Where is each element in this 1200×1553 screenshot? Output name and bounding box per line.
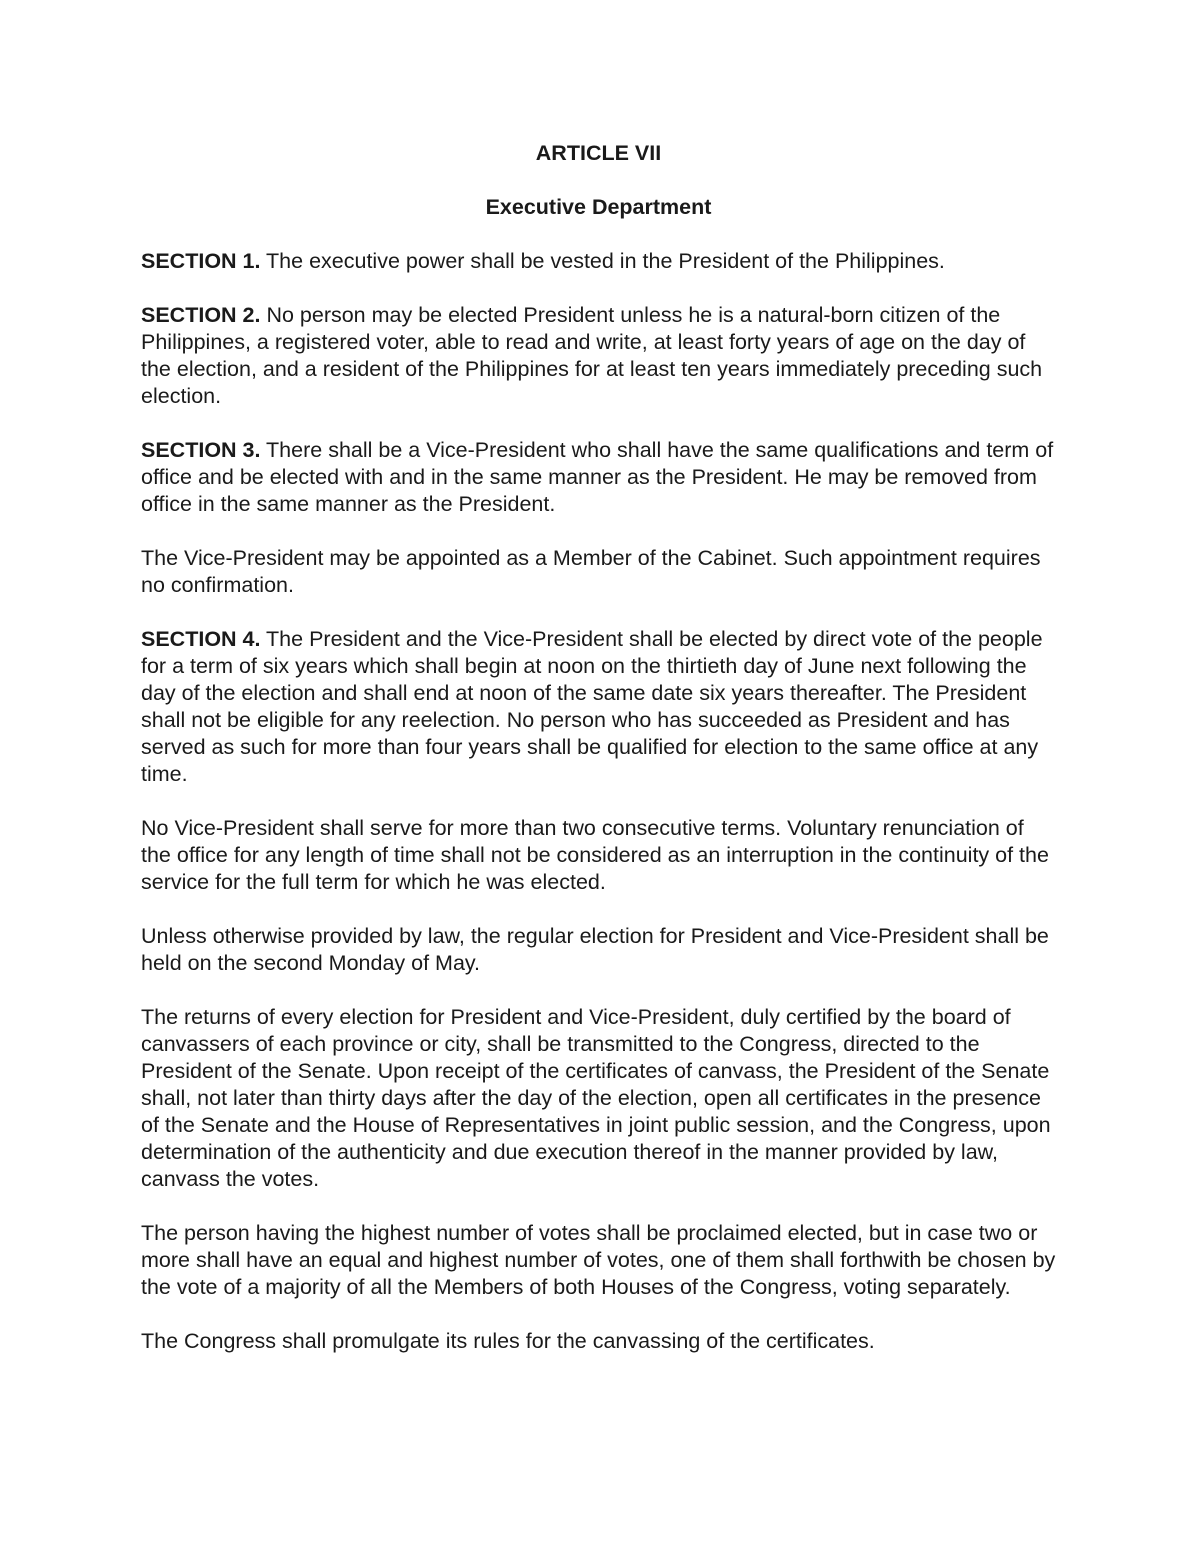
section-4-paragraph-6 — [141, 1328, 1056, 1355]
section-4-paragraph-3 — [141, 923, 1056, 977]
section-label: SECTION 4. — [141, 627, 261, 651]
paragraph-text: No Vice-President shall serve for more than two consecutive terms. Voluntary renunciation of the office for any length of time shall not be considered as an interruption in the continuity of the service for the full term for which he was elected. — [141, 816, 1049, 894]
section-label: SECTION 1. — [141, 249, 261, 273]
section-4-paragraph — [141, 626, 1056, 788]
paragraph-text: The Vice-President may be appointed as a Member of the Cabinet. Such appointment requires no confirmation. — [141, 546, 1041, 597]
section-3-paragraph-2 — [141, 545, 1056, 599]
section-4-paragraph-2 — [141, 815, 1056, 896]
paragraph-text: The returns of every election for President and Vice-President, duly certified by the board of canvassers of each province or city, shall be transmitted to the Congress, directed to the President of the Senate. Upon receipt of the certificates of canvass, the President of the Senate shall, not later than thirty days after the day of the election, open all certificates in the presence of the Senate and the House of Representatives in joint public session, and the Congress, upon determination of the authenticity and due execution thereof in the manner provided by law, canvass the votes. — [141, 1005, 1051, 1191]
paragraph-text: Unless otherwise provided by law, the regular election for President and Vice-President shall be held on the second Monday of May. — [141, 924, 1049, 975]
article-subtitle: Executive Department — [485, 195, 712, 219]
section-4-paragraph-5 — [141, 1220, 1056, 1301]
article-title: ARTICLE VII — [535, 141, 662, 165]
paragraph-text: There shall be a Vice-President who shall have the same qualifications and term of office and be elected with and in the same manner as the President. He may be removed from office in the same manner as the President. — [141, 438, 1054, 516]
paragraph-text: The Congress shall promulgate its rules for the canvassing of the certificates. — [141, 1329, 875, 1353]
section-label: SECTION 2. — [141, 303, 261, 327]
paragraph-text: The person having the highest number of votes shall be proclaimed elected, but in case two or more shall have an equal and highest number of votes, one of them shall forthwith be chosen by the vote of a majority of all the Members of both Houses of the Congress, voting separately. — [141, 1221, 1056, 1299]
section-label: SECTION 3. — [141, 438, 261, 462]
section-4-paragraph-4 — [141, 1004, 1056, 1193]
section-1-paragraph — [141, 248, 1056, 275]
paragraph-text: No person may be elected President unless he is a natural-born citizen of the Philippines, a registered voter, able to read and write, at least forty years of age on the day of the election, and a resident of the Philippines for at least ten years immediately preceding such election. — [141, 303, 1043, 408]
document-body — [141, 140, 1056, 1382]
section-3-paragraph — [141, 437, 1056, 518]
paragraph-text: The executive power shall be vested in the President of the Philippines. — [260, 249, 945, 273]
section-2-paragraph — [141, 302, 1056, 410]
paragraph-text: The President and the Vice-President shall be elected by direct vote of the people for a term of six years which shall begin at noon on the thirtieth day of June next following the day of the election and shall end at noon of the same date six years thereafter. The President shall not be eligible for any reelection. No person who has succeeded as President and has served as such for more than four years shall be qualified for election to the same office at any time. — [141, 627, 1043, 786]
